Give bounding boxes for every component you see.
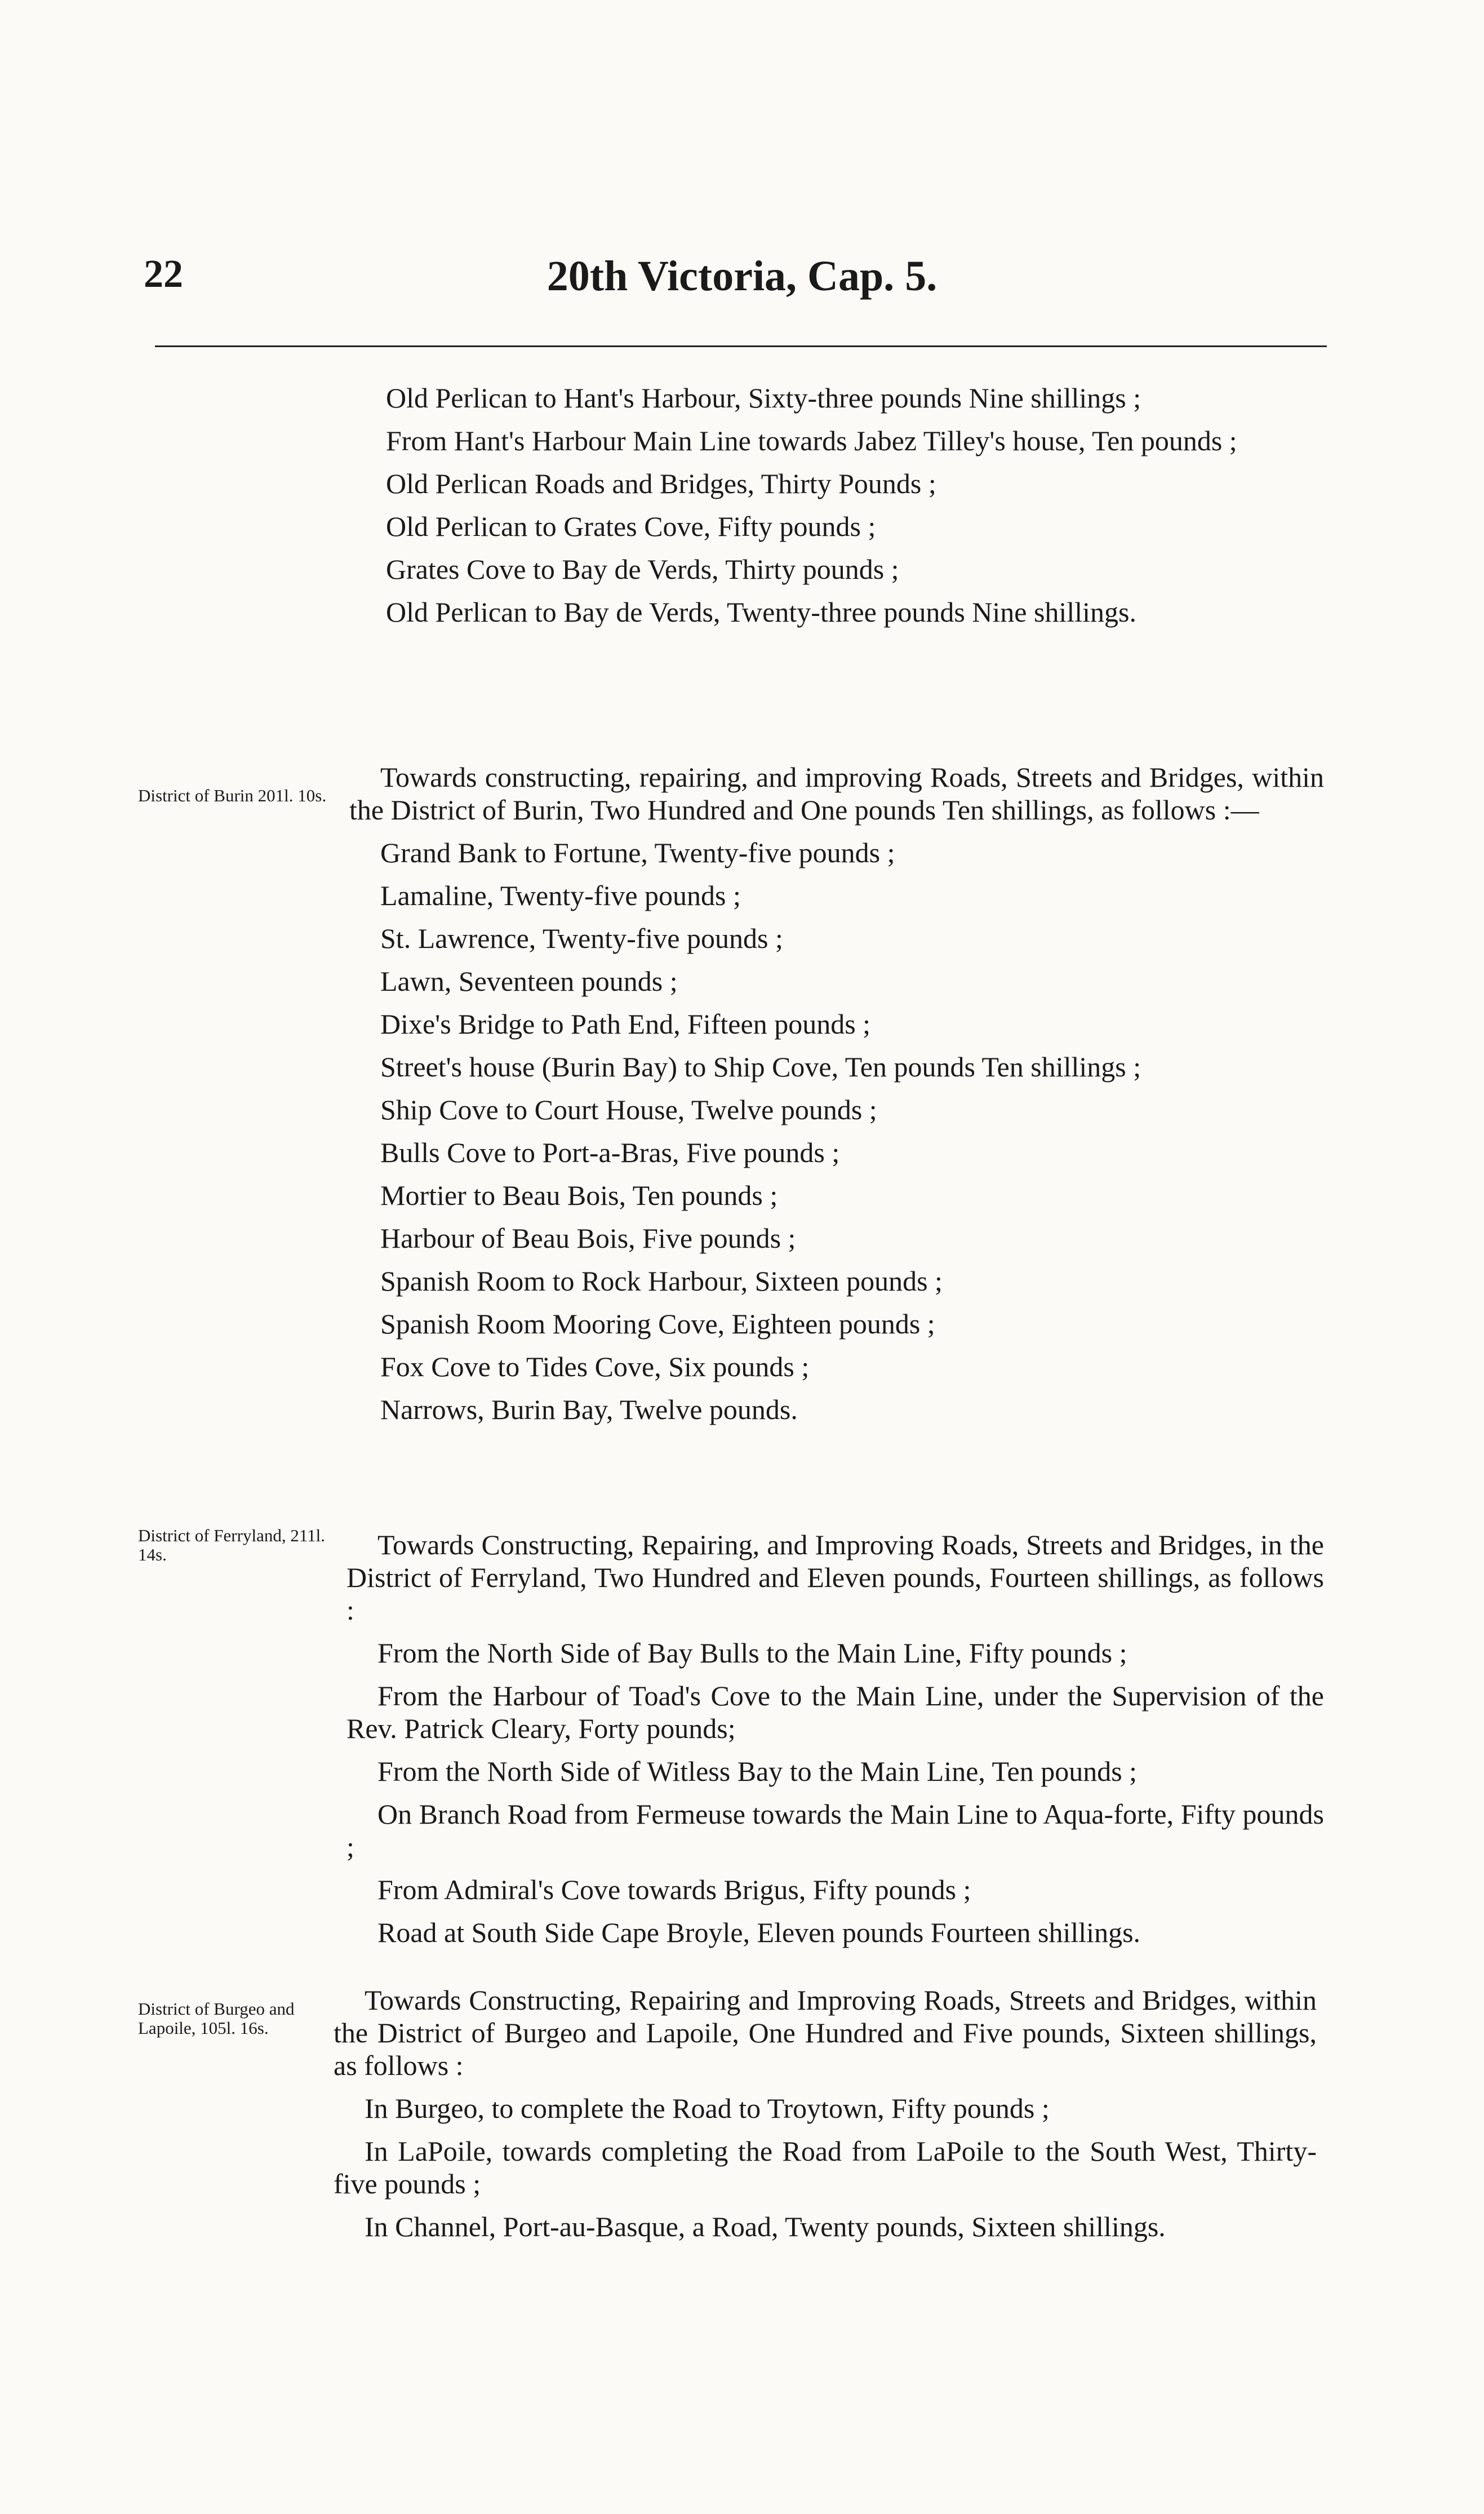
list-item: Lawn, Seventeen pounds ; xyxy=(380,965,678,997)
side-note-burin: District of Burin 201l. 10s. xyxy=(138,786,327,805)
list-item: Harbour of Beau Bois, Five pounds ; xyxy=(380,1222,796,1254)
section-intro: Towards Constructing, Repairing, and Improving Roads, Streets and Bridges, in the District of Ferryland, Two Hundred and Eleven pounds, Fourteen shillings, as follows : xyxy=(346,1529,1324,1626)
list-item: Narrows, Burin Bay, Twelve pounds. xyxy=(380,1394,798,1425)
list-item: Spanish Room to Rock Harbour, Sixteen pounds ; xyxy=(380,1265,943,1297)
list-item: Dixe's Bridge to Path End, Fifteen pounds ; xyxy=(380,1008,871,1040)
list-item: In Channel, Port-au-Basque, a Road, Twenty pounds, Sixteen shillings. xyxy=(365,2211,1166,2242)
ferryland-section xyxy=(346,1528,1324,1949)
side-note-ferryland: District of Ferryland, 211l. 14s. xyxy=(138,1526,326,1564)
list-item: Lamaline, Twenty-five pounds ; xyxy=(380,880,741,911)
list-item: In Burgeo, to complete the Road to Troytown, Fifty pounds ; xyxy=(365,2092,1050,2124)
list-item: From the North Side of Bay Bulls to the Main Line, Fifty pounds ; xyxy=(377,1637,1127,1669)
list-item: In LaPoile, towards completing the Road from LaPoile to the South West, Thirty-five pounds ; xyxy=(334,2135,1317,2200)
list-item: Grates Cove to Bay de Verds, Thirty pounds ; xyxy=(386,553,899,585)
running-head: 20th Victoria, Cap. 5. xyxy=(546,252,938,300)
list-item: Road at South Side Cape Broyle, Eleven pounds Fourteen shillings. xyxy=(377,1917,1141,1948)
page-number: 22 xyxy=(144,252,183,296)
list-item: St. Lawrence, Twenty-five pounds ; xyxy=(380,923,783,954)
list-item: Spanish Room Mooring Cove, Eighteen pounds ; xyxy=(380,1308,935,1340)
list-item: From the North Side of Witless Bay to the Main Line, Ten pounds ; xyxy=(377,1755,1138,1787)
section-intro: Towards constructing, repairing, and improving Roads, Streets and Bridges, within the District of Burin, Two Hundred and One pounds Ten shillings, as follows :— xyxy=(349,761,1324,826)
list-item: Old Perlican to Bay de Verds, Twenty-three pounds Nine shillings. xyxy=(386,596,1136,628)
header-rule xyxy=(155,345,1327,347)
list-item: Street's house (Burin Bay) to Ship Cove, Ten pounds Ten shillings ; xyxy=(380,1051,1141,1083)
list-item: Old Perlican Roads and Bridges, Thirty Pounds ; xyxy=(386,468,936,499)
burgeo-section xyxy=(334,1984,1317,2243)
list-item: Old Perlican to Grates Cove, Fifty pounds ; xyxy=(386,511,876,542)
list-item: From Admiral's Cove towards Brigus, Fifty pounds ; xyxy=(377,1874,971,1905)
list-item: Grand Bank to Fortune, Twenty-five pounds ; xyxy=(380,837,895,868)
burin-section xyxy=(349,761,1324,1426)
section-intro: Towards Constructing, Repairing and Improving Roads, Streets and Bridges, within the District of Burgeo and Lapoile, One Hundred and Five pounds, Sixteen shillings, as follows : xyxy=(334,1984,1317,2081)
list-item: Ship Cove to Court House, Twelve pounds ; xyxy=(380,1094,877,1125)
list-item: On Branch Road from Fermeuse towards the Main Line to Aqua-forte, Fifty pounds ; xyxy=(346,1798,1324,1863)
list-item: From Hant's Harbour Main Line towards Jabez Tilley's house, Ten pounds ; xyxy=(386,425,1237,456)
list-item: Old Perlican to Hant's Harbour, Sixty-three pounds Nine shillings ; xyxy=(386,382,1141,414)
continuation-block xyxy=(355,382,1324,628)
list-item: Mortier to Beau Bois, Ten pounds ; xyxy=(380,1180,778,1211)
list-item: Fox Cove to Tides Cove, Six pounds ; xyxy=(380,1351,810,1382)
list-item: From the Harbour of Toad's Cove to the Main Line, under the Supervision of the Rev. Patrick Cleary, Forty pounds; xyxy=(346,1680,1324,1744)
side-note-burgeo: District of Burgeo and Lapoile, 105l. 16s. xyxy=(138,1999,295,2038)
list-item: Bulls Cove to Port-a-Bras, Five pounds ; xyxy=(380,1137,840,1168)
